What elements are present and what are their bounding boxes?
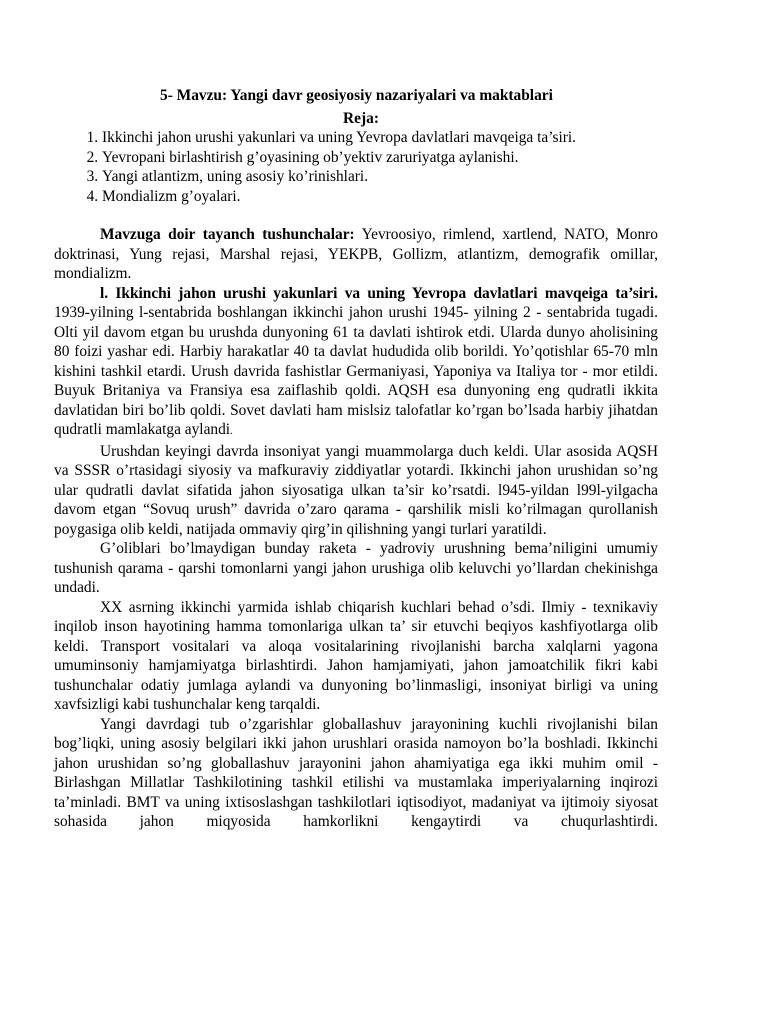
section-1-end: . [230,425,233,437]
section-1-paragraph [54,284,658,442]
key-concepts-text: Yevroosiyo, rimlend, xartlend, NATO, Monro doktrinasi, Yung rejasi, Marshal rejasi, YEKPB, Gollizm, atlantizm, demografik omillar, mondializm. [54,226,659,282]
spacer [54,206,658,225]
section-1-text: 1939-yilning l-sentabrida boshlangan ikkinchi jahon urushi 1945- yilning 2 - sentabrida tugadi. Olti yil davom etgan bu urushda dunyoning 61 ta davlati ishtirok etdi. Ularda dunyo aholisining 80 foizi yashar edi. Harbiy harakatlar 40 ta davlat hududida olib borildi. Yo’qotishlar 65-70 mln kishini tashkil etardi. Urush davrida fashistlar Germaniyasi, Yaponiya va Italiya tor - mor etildi. Buyuk Britaniya va Fransiya esa zaiflashib qoldi. AQSH esa dunyoning eng qudratli ikkita davlatidan biri bo’lib qoldi. Sovet davlati ham mislsiz talofatlar ko’rgan bo’lsada harbiy jihatdan qudratli mamlakatga aylandi [54,304,658,438]
plan-heading: Reja: [343,109,379,127]
section-1-heading: l. Ikkinchi jahon urushi yakunlari va uning Yevropa davlatlari mavqeiga ta’siri. [100,284,658,302]
body-paragraph: XX asrning ikkinchi yarmida ishlab chiqarish kuchlari behad o’sdi. Ilmiy - texnikaviy inqilob inson hayotining hamma tomonlariga ulkan ta’ sir etuvchi beqiyos kashfiyotlarga olib keldi. Transport vositalari va aloqa vositalarining rivojlanishi barcha xalqlarni yagona umuminsoniy hamjamiyatga birlashtirdi. Jahon hamjamiyati, jahon jamoatchilik fikri kabi tushunchalar odatiy jumlaga aylandi va dunyoning bo’linmasligi, insoniyat birligi va uning xavfsizligi kabi tushunchalar keng tarqaldi. [54,598,658,713]
key-concepts-label: Mavzuga doir tayanch tushunchalar: [100,226,355,243]
plan-item: 3. Yangi atlantizm, uning asosiy ko’rinishlari. [102,167,652,187]
key-concepts-paragraph [54,225,658,284]
document-title: 5- Mavzu: Yangi davr geosiyosiy nazariyalari va maktablari [160,87,553,104]
plan-item: 2. Yevropani birlashtirish g’oyasining ob’yektiv zaruriyatga aylanishi. [102,148,652,168]
body-paragraph: Yangi davrdagi tub o’zgarishlar globallashuv jarayonining kuchli rivojlanishi bilan bog’liqki, uning asosiy belgilari ikki jahon urushlari orasida namoyon bo’la boshladi. Ikkinchi jahon urushidan so’ng globallashuv jarayonini jahon ahamiyatiga ega ikki muhim omil - Birlashgan Millatlar Tashkilotining tashkil etilishi va mustamlaka imperiyalarning inqirozi ta’minladi. BMT va uning ixtisoslashgan tashkilotlari iqtisodiyot, madaniyat va ijtimoiy siyosat sohasida jahon miqyosida hamkorlikni kengaytirdi va chuqurlashtirdi. [54,715,658,830]
body-paragraph: G’oliblari bo’lmaydigan bunday raketa - yadroviy urushning bema’niligini umumiy tushunish qarama - qarshi tomonlarni yangi jahon urushiga olib keluvchi yo’llardan chekinishga undadi. [54,540,658,596]
document-page [54,86,658,832]
plan-item: 1. Ikkinchi jahon urushi yakunlari va uning Yevropa davlatlari mavqeiga ta’siri. [102,128,652,148]
plan-list [54,128,658,206]
plan-item: 4. Mondializm g’oyalari. [102,187,652,207]
body-paragraph: Urushdan keyingi davrda insoniyat yangi muammolarga duch keldi. Ular asosida AQSH va SSSR o’rtasidagi siyosiy va mafkuraviy ziddiyatlar yotardi. Ikkinchi jahon urushidan so’ng ular qudratli davlat sifatida jahon siyosatiga ulkan ta’sir ko’rsatdi. l945-yildan l99l-yilgacha davom etgan “Sovuq urush” davrida o’zaro qarama - qarshilik misli ko’rilmagan qurollanish poygasiga olib keldi, natijada ommaviy qirg’in qilishning yangi turlari yaratildi. [54,442,658,538]
